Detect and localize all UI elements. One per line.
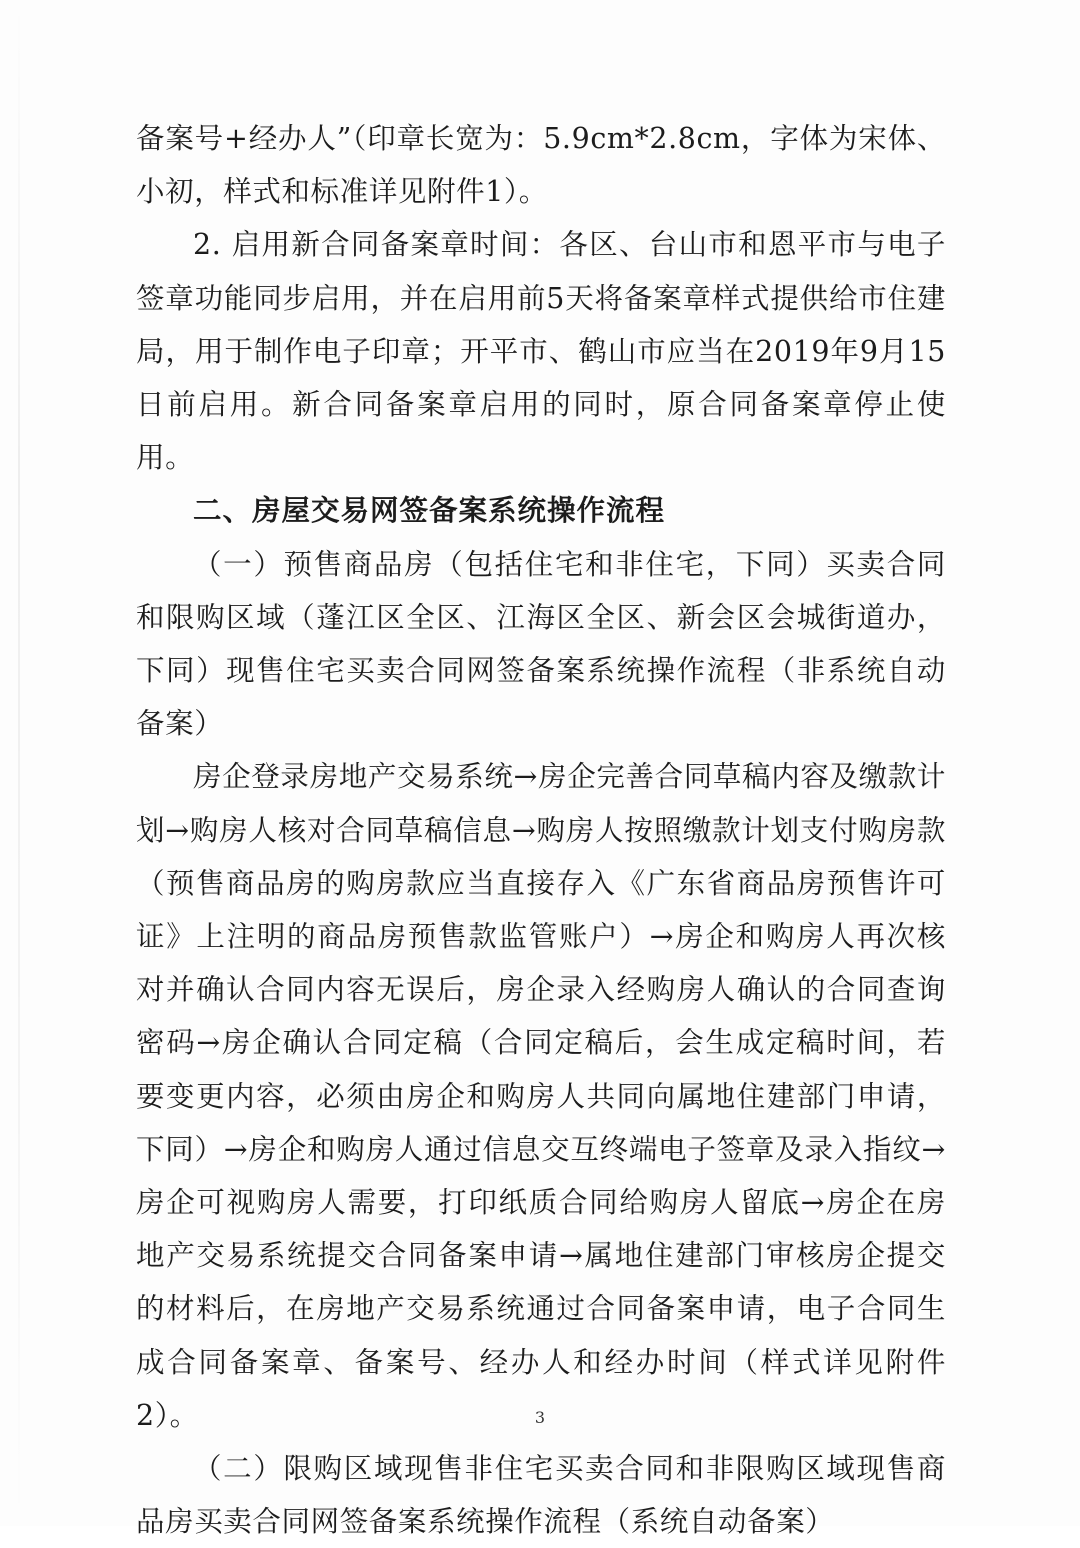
paragraph-process-flow: 房企登录房地产交易系统→房企完善合同草稿内容及缴款计划→购房人核对合同草稿信息→购房人按照缴款计划支付购房款（预售商品房的购房款应当直接存入《广东省商品房预售许可证》上注明的商品房预售款监管账户）→房企和购房人再次核对并确认合同内容无误后，房企录入经购房人确认的合同查询密码→房企确认合同定稿（合同定稿后，会生成定稿时间，若要变更内容，必须由房企和购房人共同向属地住建部门申请，下同）→房企和购房人通过信息交互终端电子签章及录入指纹→房企可视购房人需要，打印纸质合同给购房人留底→房企在房地产交易系统提交合同备案申请→属地住建部门审核房企提交的材料后，在房地产交易系统通过合同备案申请，电子合同生成合同备案章、备案号、经办人和经办时间（样式详见附件2）。	[136, 760, 946, 1432]
page-number: 3	[534, 1408, 546, 1427]
paragraph-subsection-2-title: （二）限购区域现售非住宅买卖合同和非限购区域现售商品房买卖合同网签备案系统操作流程（系统自动备案）	[136, 1452, 946, 1539]
paragraph-subsection-1-title: （一）预售商品房（包括住宅和非住宅，下同）买卖合同和限购区域（蓬江区全区、江海区全区、新会区会城街道办，下同）现售住宅买卖合同网签备案系统操作流程（非系统自动备案）	[136, 547, 946, 741]
paragraph-seal-spec: 备案号+经办人”（印章长宽为：5.9cm*2.8cm，字体为宋体、小初，样式和标准详见附件1）。	[136, 122, 946, 209]
section-heading-2: 二、房屋交易网签备案系统操作流程	[193, 494, 666, 528]
paragraph-seal-start-time: 2. 启用新合同备案章时间：各区、台山市和恩平市与电子签章功能同步启用，并在启用前5天将备案章样式提供给市住建局，用于制作电子印章；开平市、鹤山市应当在2019年9月15日前启用。新合同备案章启用的同时，原合同备案章停止使用。	[136, 228, 946, 475]
document-body	[136, 112, 946, 1548]
